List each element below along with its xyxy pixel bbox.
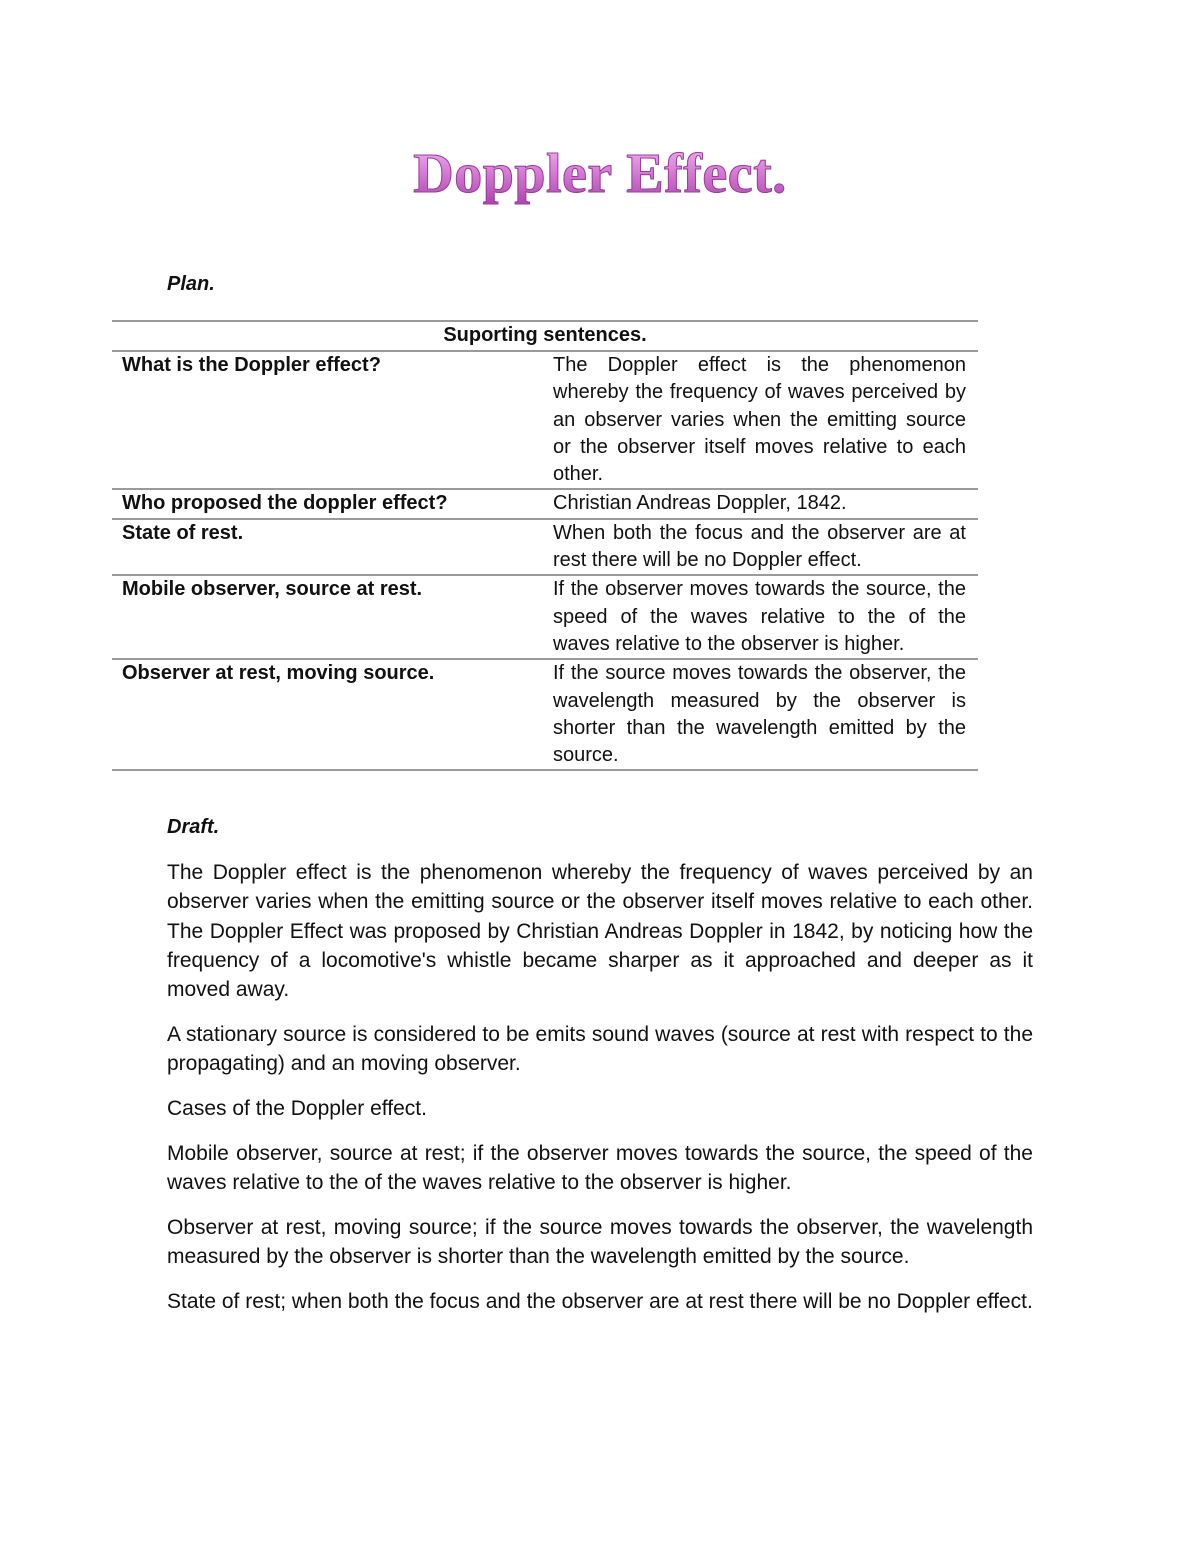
row-answer: Christian Andreas Doppler, 1842. <box>553 489 978 518</box>
draft-paragraph: Mobile observer, source at rest; if the observer moves towards the source, the speed of the waves relative to the of the waves relative to the observer is higher. <box>167 1141 1033 1195</box>
draft-heading: Draft. <box>167 816 220 838</box>
table-row <box>112 575 978 659</box>
row-answer: If the observer moves towards the source, the speed of the waves relative to the of the waves relative to the observer is higher. <box>553 575 978 659</box>
draft-paragraph: State of rest; when both the focus and the observer are at rest there will be no Doppler effect. <box>167 1290 1033 1314</box>
document-title: Doppler Effect. <box>0 138 1200 210</box>
plan-table-header-row <box>112 321 978 351</box>
draft-paragraph: A stationary source is considered to be emits sound waves (source at rest with respect to the propagating) and an moving observer. <box>167 1022 1033 1076</box>
row-answer: When both the focus and the observer are at rest there will be no Doppler effect. <box>553 519 978 576</box>
draft-body <box>167 858 1033 1332</box>
row-question: Mobile observer, source at rest. <box>112 575 553 659</box>
table-row <box>112 489 978 518</box>
row-question: Who proposed the doppler effect? <box>112 489 553 518</box>
table-row <box>112 351 978 489</box>
draft-paragraph: The Doppler effect is the phenomenon whereby the frequency of waves perceived by an observer varies when the emitting source or the observer itself moves relative to each other. The Doppler Effect was proposed by Christian Andreas Doppler in 1842, by noticing how the frequency of a locomotive's whistle became sharper as it approached and deeper as it moved away. <box>167 861 1033 1002</box>
plan-heading: Plan. <box>167 273 215 295</box>
row-question: What is the Doppler effect? <box>112 351 553 489</box>
table-row <box>112 519 978 576</box>
draft-paragraph: Observer at rest, moving source; if the source moves towards the observer, the wavelength measured by the observer is shorter than the wavelength emitted by the source. <box>167 1215 1033 1269</box>
plan-table-header: Suporting sentences. <box>112 321 978 351</box>
table-row <box>112 659 978 770</box>
row-question: Observer at rest, moving source. <box>112 659 553 770</box>
plan-table <box>112 320 978 771</box>
row-question: State of rest. <box>112 519 553 576</box>
row-answer: The Doppler effect is the phenomenon whereby the frequency of waves perceived by an observer varies when the emitting source or the observer itself moves relative to each other. <box>553 351 978 489</box>
draft-paragraph: Cases of the Doppler effect. <box>167 1097 427 1121</box>
row-answer: If the source moves towards the observer, the wavelength measured by the observer is shorter than the wavelength emitted by the source. <box>553 659 978 770</box>
